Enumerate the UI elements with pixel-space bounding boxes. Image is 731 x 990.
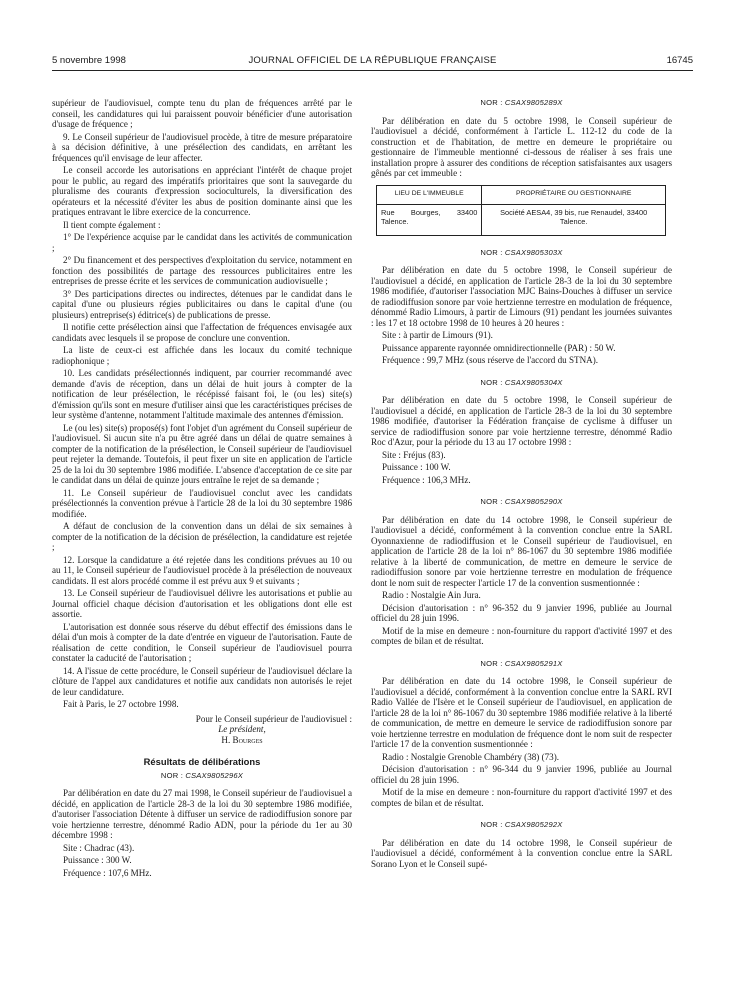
nor-code: CSAX9805296X	[185, 770, 244, 780]
paragraph: Fréquence : 99,7 MHz (sous réserve de l'accord du STNA).	[382, 355, 599, 365]
signature-title: Le président,	[218, 724, 266, 734]
nor-reference	[371, 98, 672, 109]
paragraph: 2° Du financement et des perspectives d'exploitation du service, notamment en fonction des possibilités de partage des ressources publicitaires entre les entreprises de presse écrite et les services de communication audiovisuelle ;	[52, 255, 352, 286]
paragraph: Motif de la mise en demeure : non-fourniture du rapport d'activité 1997 et des comptes de bilan et de résultat.	[371, 625, 672, 646]
nor-code: CSAX9805290X	[504, 497, 563, 506]
table-header-location: LIEU DE L'IMMEUBLE	[377, 185, 482, 204]
table-cell-owner: Société AESA4, 39 bis, rue Renaudel, 33400 Talence.	[482, 204, 666, 235]
paragraph: supérieur de l'audiovisuel, compte tenu du plan de fréquences arrêté par le conseil, les candidatures qui lui paraissent pouvoir bénéficier d'une autorisation d'usage de fréquence ;	[52, 98, 352, 129]
building-table	[376, 185, 666, 236]
paragraph: Par délibération en date du 5 octobre 1998, le Conseil supérieur de l'audiovisuel a décidé, conformément à l'article L. 112-12 du code de la construction et de l'habitation, de mettre en demeure le propriétaire ou gestionnaire de l'immeuble mentionné ci-dessous de réaliser à ses frais une installation propre à assurer des conditions de réception satisfaisantes aux usagers gênés par cet immeuble :	[371, 115, 672, 178]
paragraph: Par délibération en date du 14 octobre 1998, le Conseil supérieur de l'audiovisuel a décidé, conformément à la convention conclue entre la SARL Sorano Lyon et le Conseil supé-	[371, 837, 672, 869]
header-title: JOURNAL OFFICIEL DE LA RÉPUBLIQUE FRANÇAISE	[248, 55, 497, 66]
nor-reference	[371, 497, 672, 508]
nor-label: NOR :	[480, 820, 503, 829]
paragraph: Site : Fréjus (83).	[382, 449, 446, 460]
nor-code: CSAX9805304X	[504, 377, 563, 387]
paragraph: 13. Le Conseil supérieur de l'audiovisuel délivre les autorisations et publie au Journal officiel chaque décision d'autorisation et les obligations dont elle est assortie.	[52, 588, 352, 619]
paragraph: Fait à Paris, le 27 octobre 1998.	[63, 699, 179, 709]
nor-label: NOR :	[480, 247, 503, 257]
nor-reference	[371, 378, 672, 389]
nor-reference	[371, 248, 672, 259]
paragraph: 3° Des participations directes ou indirectes, détenues par le candidat dans le capital d'une ou plusieurs régies publicitaires ou dans le capital d'une (ou plusieurs) entreprise(s) éditrice(s) de publications de presse.	[52, 288, 352, 320]
paragraph: Fréquence : 107,6 MHz.	[63, 867, 152, 878]
signature-block	[52, 714, 352, 746]
signature-line: Pour le Conseil supérieur de l'audiovisuel :	[195, 713, 352, 724]
nor-label: NOR :	[480, 658, 503, 668]
paragraph: La liste de ceux-ci est affichée dans les locaux du comité technique radiophonique ;	[52, 345, 352, 366]
paragraph: 10. Les candidats présélectionnés indiquent, par courrier recommandé avec demande d'avis de réception, dans un délai de huit jours à compter de la notification de leur présélection, le récépissé faisant foi, le (ou les) site(s) d'émission qu'ils sont en mesure d'utiliser ainsi que les caractéristiques précises de leur système d'antenne, notamment l'altitude maximale des antennes d'émission.	[52, 368, 352, 420]
paragraph: Puissance : 300 W.	[63, 855, 132, 865]
paragraph: Par délibération en date du 27 mai 1998, le Conseil supérieur de l'audiovisuel a décidé, en application de l'article 28-3 de la loi du 30 septembre 1986 modifiée, d'autoriser l'association Détente à diffuser un service de radiodiffusion sonore par voie hertzienne terrestre, dénommé Radio ADN, pour la période du 1er au 30 décembre 1998 :	[52, 788, 352, 840]
paragraph: Par délibération en date du 5 octobre 1998, le Conseil supérieur de l'audiovisuel a décidé, en application de l'article 28-3 de la loi du 30 septembre 1986 modifiée, d'autoriser la Fédération française de cyclisme à diffuser un service de radiodiffusion sonore par voie hertzienne terrestre, dénommé Radio Roc d'Azur, pour la période du 13 au 17 octobre 1998 :	[371, 395, 672, 447]
table-row	[377, 204, 666, 235]
paragraph: Décision d'autorisation : n° 96-352 du 9 janvier 1996, publiée au Journal officiel du 28 juin 1996.	[371, 602, 672, 623]
nor-label: NOR :	[160, 770, 184, 780]
paragraph: Motif de la mise en demeure : non-fourniture du rapport d'activité 1997 et des comptes de bilan et de résultat.	[371, 787, 672, 808]
paragraph: Il tient compte également :	[63, 219, 161, 230]
paragraph: 11. Le Conseil supérieur de l'audiovisuel conclut avec les candidats présélectionnés la convention prévue à l'article 28 de la loi du 30 septembre 1986 modifiée.	[52, 487, 352, 519]
paragraph: 9. Le Conseil supérieur de l'audiovisuel procède, à titre de mesure préparatoire à sa décision définitive, à une présélection des candidats, en arrêtant les fréquences qu'il envisage de leur affecter.	[52, 131, 352, 163]
paragraph: Décision d'autorisation : n° 96-344 du 9 janvier 1996, publiée au Journal officiel du 28 juin 1996.	[371, 764, 672, 785]
nor-reference	[371, 659, 672, 670]
table-header-owner: PROPRIÉTAIRE OU GESTIONNAIRE	[482, 185, 666, 204]
paragraph: Il notifie cette présélection ainsi que l'affectation de fréquences envisagée aux candidats avec lesquels il se propose de conclure une convention.	[52, 322, 352, 343]
page-header	[52, 52, 693, 71]
paragraph: Le (ou les) site(s) proposé(s) font l'objet d'un agrément du Conseil supérieur de l'audiovisuel. Si aucun site n'a pu être agréé dans un délai de quatre semaines à compter de la notification de la présélection, le Conseil supérieur de l'audiovisuel peut rejeter la demande. Toutefois, il peut fixer un site en application de l'article 25 de la loi du 30 septembre 1986 modifiée. L'absence d'acceptation de ce site par le candidat dans un délai de quinze jours entraîne le rejet de sa demande ;	[52, 422, 352, 485]
signature-name: H. Bourges	[221, 734, 263, 745]
nor-code: CSAX9805291X	[504, 658, 563, 668]
nor-label: NOR :	[480, 98, 503, 107]
nor-code: CSAX9805289X	[504, 98, 563, 107]
paragraph: Site : Chadrac (43).	[63, 842, 135, 853]
right-column	[371, 98, 672, 871]
paragraph: Le conseil accorde les autorisations en appréciant l'intérêt de chaque projet pour le public, au regard des impératifs prioritaires que sont la sauvegarde du pluralisme des courants d'expression socioculturels, la diversification des opérateurs et la nécessité d'éviter les abus de position dominante ainsi que les pratiques entravant le libre exercice de la concurrence.	[52, 165, 352, 217]
header-date: 5 novembre 1998	[52, 55, 126, 66]
nor-label: NOR :	[480, 377, 503, 387]
nor-reference	[52, 771, 352, 782]
table-header-row	[377, 185, 666, 204]
paragraph: Fréquence : 106,3 MHz.	[382, 474, 471, 485]
header-page-number: 16745	[666, 55, 693, 66]
paragraph: Radio : Nostalgie Grenoble Chambéry (38) (73).	[382, 751, 560, 762]
nor-label: NOR :	[480, 497, 503, 506]
paragraph: Site : à partir de Limours (91).	[382, 330, 493, 340]
paragraph: 14. A l'issue de cette procédure, le Conseil supérieur de l'audiovisuel déclare la clôture de l'appel aux candidatures et notifie aux candidats non autorisés le rejet de leur candidature.	[52, 665, 352, 697]
nor-reference	[371, 820, 672, 831]
paragraph: Radio : Nostalgie Ain Jura.	[382, 590, 481, 600]
left-column	[52, 98, 352, 880]
paragraph: Puissance : 100 W.	[382, 462, 451, 472]
paragraph: 12. Lorsque la candidature a été rejetée dans les conditions prévues au 10 ou au 11, le Conseil supérieur de l'audiovisuel procède à la présélection de nouveaux candidats. Il est alors procédé comme il est prévu aux 9 et suivants ;	[52, 554, 352, 586]
table-cell-location: Rue Bourges, 33400 Talence.	[377, 204, 482, 235]
nor-code: CSAX9805292X	[504, 820, 563, 829]
paragraph: Par délibération en date du 5 octobre 1998, le Conseil supérieur de l'audiovisuel a décidé, en application de l'article 28-3 de la loi du 30 septembre 1986 modifiée, d'autoriser l'association MJC Bains-Douches à diffuser un service de radiodiffusion sonore par voie hertzienne terrestre en modulation de fréquence, dénommé Radio Limours, à partir de Limours (91) pendant les journées suivantes : les 17 et 18 octobre 1998 de 10 heures à 20 heures :	[371, 265, 672, 328]
paragraph: Puissance apparente rayonnée omnidirectionnelle (PAR) : 50 W.	[382, 342, 616, 353]
paragraph: Par délibération en date du 14 octobre 1998, le Conseil supérieur de l'audiovisuel a décidé, conformément à la convention conclue entre la SARL Oyonnaxienne de radiodiffusion et le Conseil supérieur de l'audiovisuel, en application de l'article 28 de la loi n° 86-1067 du 30 septembre 1986 modifiée relative à la liberté de communication, de mettre en demeure le service de radiodiffusion sonore par voie hertzienne terrestre en modulation de fréquence dont le nom suit de respecter l'article 17 de la convention susmentionnée :	[371, 514, 672, 588]
paragraph: 1° De l'expérience acquise par le candidat dans les activités de communication ;	[52, 232, 352, 253]
paragraph: L'autorisation est donnée sous réserve du début effectif des émissions dans le délai d'un mois à compter de la date d'entrée en vigueur de l'autorisation. Faute de réalisation de cette condition, le Conseil supérieur de l'audiovisuel pourra constater la caducité de l'autorisation ;	[52, 621, 352, 663]
nor-code: CSAX9805303X	[504, 247, 563, 257]
paragraph: Par délibération en date du 14 octobre 1998, le Conseil supérieur de l'audiovisuel a décidé, conformément à la convention conclue entre la SARL RVI Radio Vallée de l'Isère et le Conseil supérieur de l'audiovisuel, en application de l'article 28 de la loi n° 86-1067 du 30 septembre 1986 modifiée relative à la liberté de communication, de mettre en demeure le service de radiodiffusion sonore par voie hertzienne terrestre en modulation de fréquence dont le nom suit de respecter l'article 17 de la convention susmentionnée :	[371, 676, 672, 749]
paragraph: A défaut de conclusion de la convention dans un délai de six semaines à compter de la notification de la décision de présélection, la candidature est rejetée ;	[52, 521, 352, 552]
section-title: Résultats de délibérations	[143, 756, 261, 767]
